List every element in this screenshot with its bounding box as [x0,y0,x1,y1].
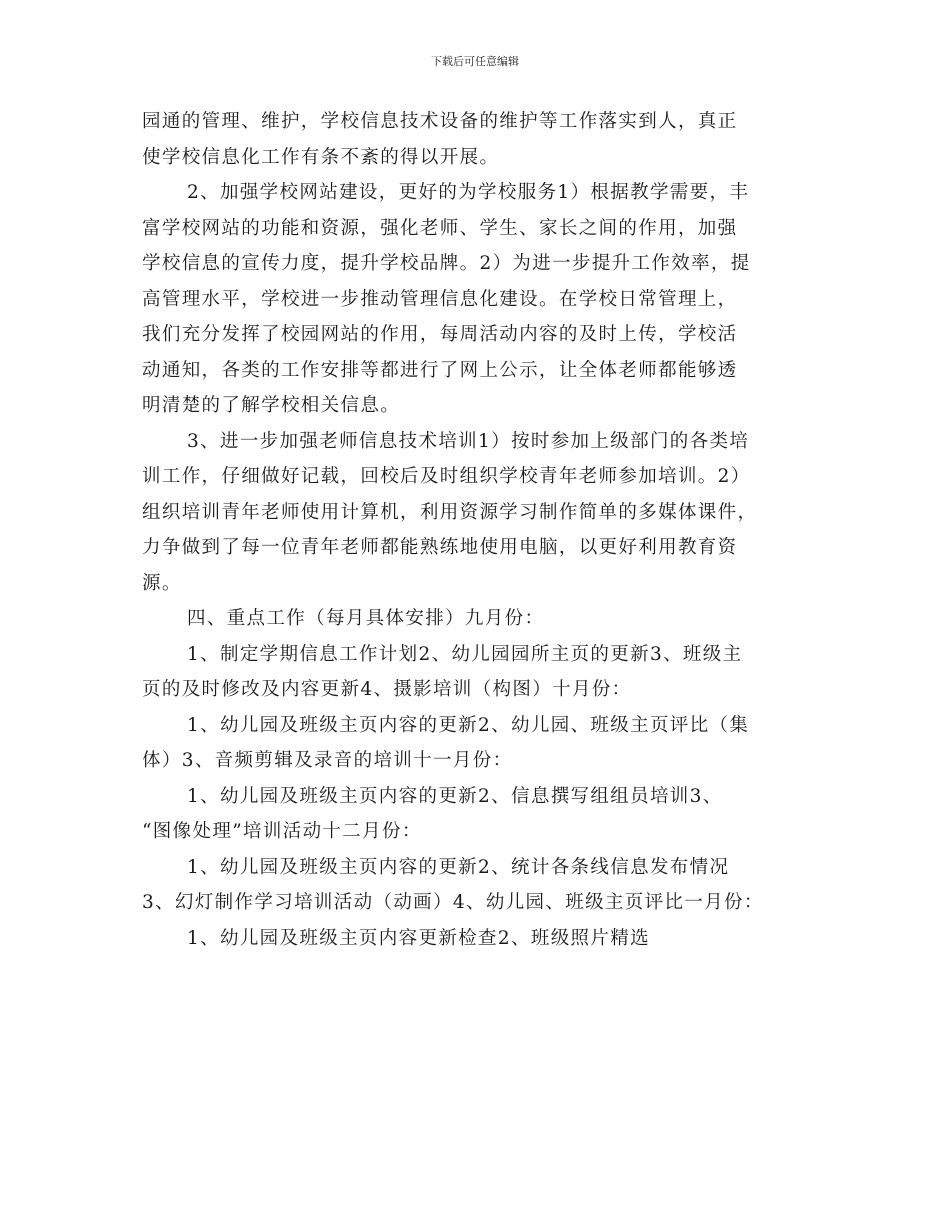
text-line: 1、幼儿园及班级主页内容的更新2、幼儿园、班级主页评比（集 [187,714,750,736]
text-line: 训工作，仔细做好记载，回校后及时组织学校青年老师参加培训。2） [142,466,751,487]
text-line: 组织培训青年老师使用计算机，利用资源学习制作简单的多媒体课件， [142,501,758,523]
page-header: 下载后可任意编辑 [431,55,519,68]
text-line: 动通知，各类的工作安排等都进行了网上公示，让全体老师都能够透 [142,359,738,381]
text-line: 源。 [142,572,182,594]
text-line: 四、重点工作（每月具体安排）九月份： [187,608,545,629]
text-line: 1、制定学期信息工作计划2、幼儿园园所主页的更新3、班级主 [187,643,743,665]
text-line: 1、幼儿园及班级主页内容更新检查2、班级照片精选 [187,927,650,949]
text-line: 力争做到了每一位青年老师都能熟练地使用电脑，以更好利用教育资 [142,537,738,558]
text-line: 页的及时修改及内容更新4、摄影培训（构图）十月份： [142,679,632,700]
text-line: 学校信息的宣传力度，提升学校品牌。2）为进一步提升工作效率，提 [142,253,751,274]
text-line: 园通的管理、维护，学校信息技术设备的维护等工作落实到人，真正 [142,111,738,132]
text-line: “图像处理”培训活动十二月份： [142,821,422,842]
text-line: 我们充分发挥了校园网站的作用，每周活动内容的及时上传，学校活 [142,324,738,345]
text-line: 2、加强学校网站建设，更好的为学校服务1）根据教学需要，丰 [187,182,750,203]
text-line: 3、幻灯制作学习培训活动（动画）4、幼儿园、班级主页评比一月份： [142,892,764,913]
document-body [142,104,808,956]
text-line: 使学校信息化工作有条不紊的得以开展。 [142,146,500,168]
text-line: 3、进一步加强老师信息技术培训1）按时参加上级部门的各类培 [187,430,750,452]
text-line: 1、幼儿园及班级主页内容的更新2、信息撰写组组员培训3、 [187,785,723,807]
text-line: 富学校网站的功能和资源，强化老师、学生、家长之间的作用，加强 [142,217,738,239]
text-line: 高管理水平，学校进一步推动管理信息化建设。在学校日常管理上， [142,288,738,310]
text-line: 体）3、音频剪辑及录音的培训十一月份： [142,750,513,771]
text-line: 1、幼儿园及班级主页内容的更新2、统计各条线信息发布情况 [187,856,730,878]
text-line: 明清楚的了解学校相关信息。 [142,395,401,416]
